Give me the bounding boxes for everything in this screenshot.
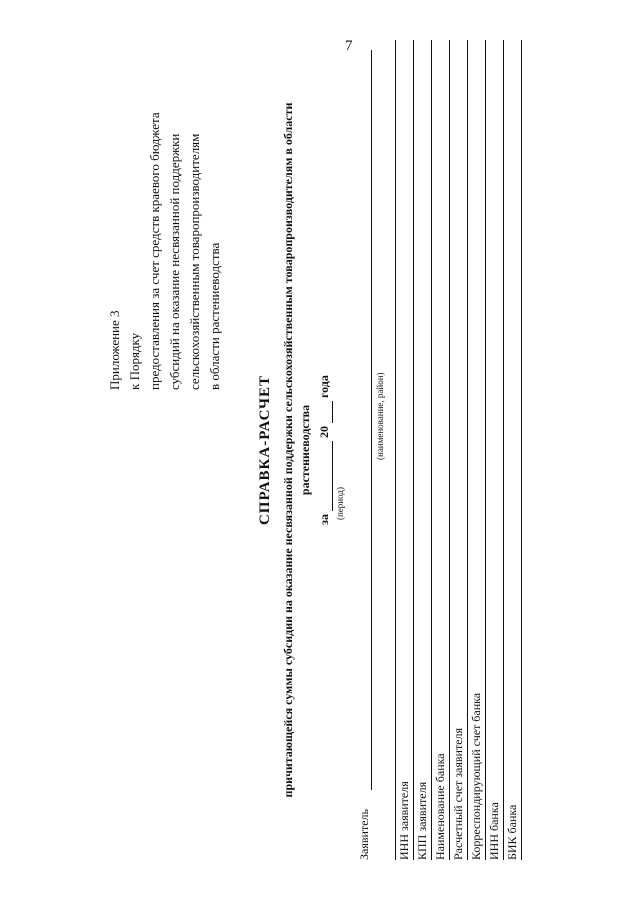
subtitle-line: растениеводства [298,404,312,496]
page-number: 7 [345,38,353,54]
requisite-label: Расчетный счет заявителя [451,727,465,860]
requisite-row[interactable] [486,40,504,860]
requisites-table [395,40,522,860]
requisite-row[interactable] [468,40,486,860]
year-prefix: 20 [317,426,331,439]
appendix-note [105,50,225,390]
requisite-label: Корреспондирующий счет банка [469,692,483,860]
appendix-line: предоставления за счет средств краевого бюджета [147,112,162,390]
appendix-line: Приложение 3 [107,310,122,390]
applicant-caption: (наименование, район) [375,372,385,460]
requisite-label: ИНН банка [487,802,501,860]
requisite-label: БИК банка [505,804,519,860]
applicant-label: Заявитель [357,809,371,860]
requisite-row[interactable] [395,40,414,860]
requisite-label: ИНН заявителя [397,781,411,860]
appendix-line: сельскохозяйственным товаропроизводителям [187,133,202,390]
rotated-form [105,40,545,860]
requisite-row[interactable] [432,40,450,860]
form-subtitle [280,40,314,860]
subtitle-line: причитающейся суммы субсидии на оказание несвязанной поддержки сельскохозяйственным товаропроизводителям в области [281,102,295,798]
requisite-label: КПП заявителя [415,781,429,860]
requisite-row[interactable] [414,40,432,860]
period-field[interactable] [317,441,333,511]
appendix-line: субсидий на оказание несвязанной поддержки [167,133,182,390]
form-title: СПРАВКА-РАСЧЕТ [257,374,273,526]
requisite-label: Наименование банка [433,753,447,860]
requisite-row[interactable] [504,40,522,860]
applicant-field[interactable] [371,50,372,790]
period-prefix: за [317,514,331,525]
year-field[interactable] [317,401,333,423]
period-suffix: года [317,375,331,399]
appendix-line: в области растениеводства [207,242,222,390]
period-line [317,40,333,860]
period-caption: (период) [335,487,345,520]
appendix-line: к Порядку [127,332,142,390]
requisite-row[interactable] [450,40,468,860]
